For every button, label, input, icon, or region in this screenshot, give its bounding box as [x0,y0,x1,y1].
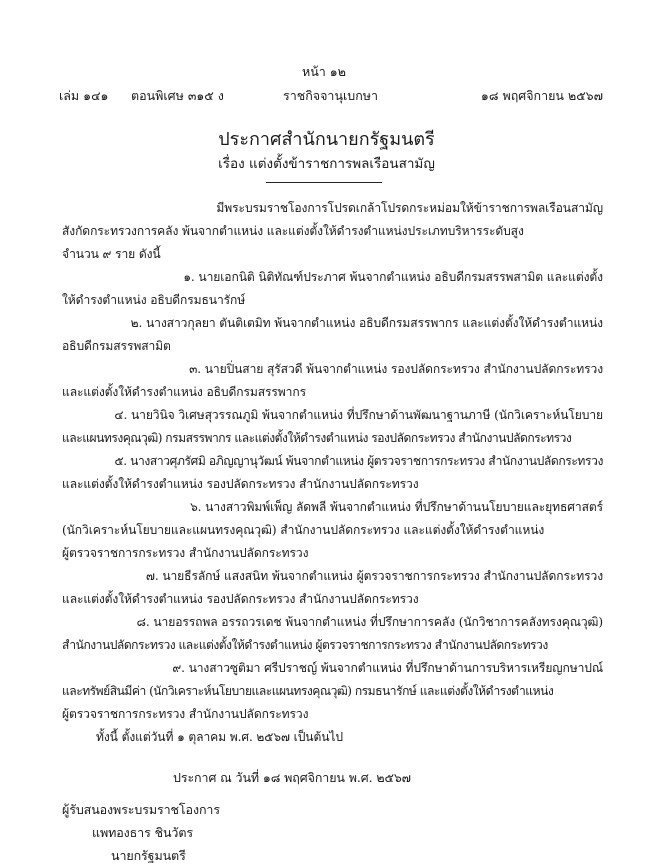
announcement-date: ประกาศ ณ วันที่ ๑๘ พฤศจิกายน พ.ศ. ๒๕๖๗ [173,770,411,785]
signatory-position: นายกรัฐมนตรี [111,848,186,863]
body-line: และแผนทรงคุณวุฒิ) กรมสรรพากร และแต่งตั้งให้ดำรงตำแหน่ง รองปลัดกระทรวง สำนักงานปลัดกระทรวง [62,431,572,445]
volume-number: เล่ม ๑๔๑ [59,88,109,103]
body-line: ๕. นางสาวศุภรัศมิ อภิญญานุวัฒน์ พ้นจากตำแหน่ง ผู้ตรวจราชการกระทรวง สำนักงานปลัดกระทรวง [114,454,603,468]
document-subject: เรื่อง แต่งตั้งข้าราชการพลเรือนสามัญ [218,156,435,172]
body-line: ๙. นางสาวซูติมา ศรีปราชญ์ พ้นจากตำแหน่ง ที่ปรึกษาด้านการบริหารเหรียญกษาปณ์ [172,661,603,675]
title-divider [266,182,382,183]
body-line: ๗. นายธีรลักษ์ แสงสนิท พ้นจากตำแหน่ง ผู้ตรวจราชการกระทรวง สำนักงานปลัดกระทรวง [145,569,603,583]
countersign-label: ผู้รับสนองพระบรมราชโองการ [62,802,220,817]
body-line: อธิบดีกรมสรรพสามิต [62,339,171,353]
issue-number: ตอนพิเศษ ๓๑๕ ง [131,88,224,103]
body-line: จำนวน ๙ ราย ดังนี้ [62,247,161,261]
document-title: ประกาศสำนักนายกรัฐมนตรี [218,129,435,150]
body-line: และทรัพย์สินมีค่า (นักวิเคราะห์นโยบายและแผนทรงคุณวุฒิ) กรมธนารักษ์ และแต่งตั้งให้ดำรงตำแหน่ง [62,684,554,698]
body-line: ๖. นางสาวพิมพ์เพ็ญ ลัดพลี พ้นจากตำแหน่ง ที่ปรึกษาด้านนโยบายและยุทธศาสตร์ [190,500,603,514]
body-line: ๑. นายเอกนิติ นิติทัณฑ์ประภาศ พ้นจากตำแหน่ง อธิบดีกรมสรรพสามิต และแต่งตั้ง [183,270,603,284]
body-line: ๒. นางสาวกุลยา ตันติเตมิท พ้นจากตำแหน่ง อธิบดีกรมสรรพากร และแต่งตั้งให้ดำรงตำแหน่ง [130,316,603,330]
body-line: สังกัดกระทรวงการคลัง พ้นจากตำแหน่ง และแต่งตั้งให้ดำรงตำแหน่งประเภทบริหารระดับสูง [62,224,524,238]
body-line: ผู้ตรวจราชการกระทรวง สำนักงานปลัดกระทรวง [62,707,309,721]
body-line: และแต่งตั้งให้ดำรงตำแหน่ง รองปลัดกระทรวง สำนักงานปลัดกระทรวง [62,592,419,606]
body-line: ผู้ตรวจราชการกระทรวง สำนักงานปลัดกระทรวง [62,546,309,560]
body-line: ๘. นายอรรถพล อรรถวรเดช พ้นจากตำแหน่ง ที่ปรึกษาการคลัง (นักวิชาการคลังทรงคุณวุฒิ) [136,615,603,629]
gazette-date: ๑๘ พฤศจิกายน ๒๕๖๗ [480,88,603,103]
body-line: ๓. นายปิ่นสาย สุรัสวดี พ้นจากตำแหน่ง รองปลัดกระทรวง สำนักงานปลัดกระทรวง [189,362,603,376]
signatory-name: แพทองธาร ชินวัตร [92,825,193,840]
page-number: หน้า ๑๒ [302,64,346,79]
body-line: สำนักงานปลัดกระทรวง และแต่งตั้งให้ดำรงตำแหน่ง ผู้ตรวจราชการกระทรวง สำนักงานปลัดกระทรวง [62,638,548,652]
body-line: ให้ดำรงตำแหน่ง อธิบดีกรมธนารักษ์ [62,293,246,307]
body-line: (นักวิเคราะห์นโยบายและแผนทรงคุณวุฒิ) สำนักงานปลัดกระทรวง และแต่งตั้งให้ดำรงตำแหน่ง [62,523,545,537]
effective-date-line: ทั้งนี้ ตั้งแต่วันที่ ๑ ตุลาคม พ.ศ. ๒๕๖๗ เป็นต้นไป [96,730,343,744]
body-line: มีพระบรมราชโองการโปรดเกล้าโปรดกระหม่อมให้ข้าราชการพลเรือนสามัญ [216,201,603,215]
body-line: และแต่งตั้งให้ดำรงตำแหน่ง อธิบดีกรมสรรพากร [62,385,306,399]
gazette-name: ราชกิจจานุเบกษา [283,88,379,103]
body-line: ๔. นายวินิจ วิเศษสุวรรณภูมิ พ้นจากตำแหน่ง ที่ปรึกษาด้านพัฒนาฐานภาษี (นักวิเคราะห์นโยบาย [114,408,603,422]
body-line: และแต่งตั้งให้ดำรงตำแหน่ง รองปลัดกระทรวง สำนักงานปลัดกระทรวง [62,477,419,491]
